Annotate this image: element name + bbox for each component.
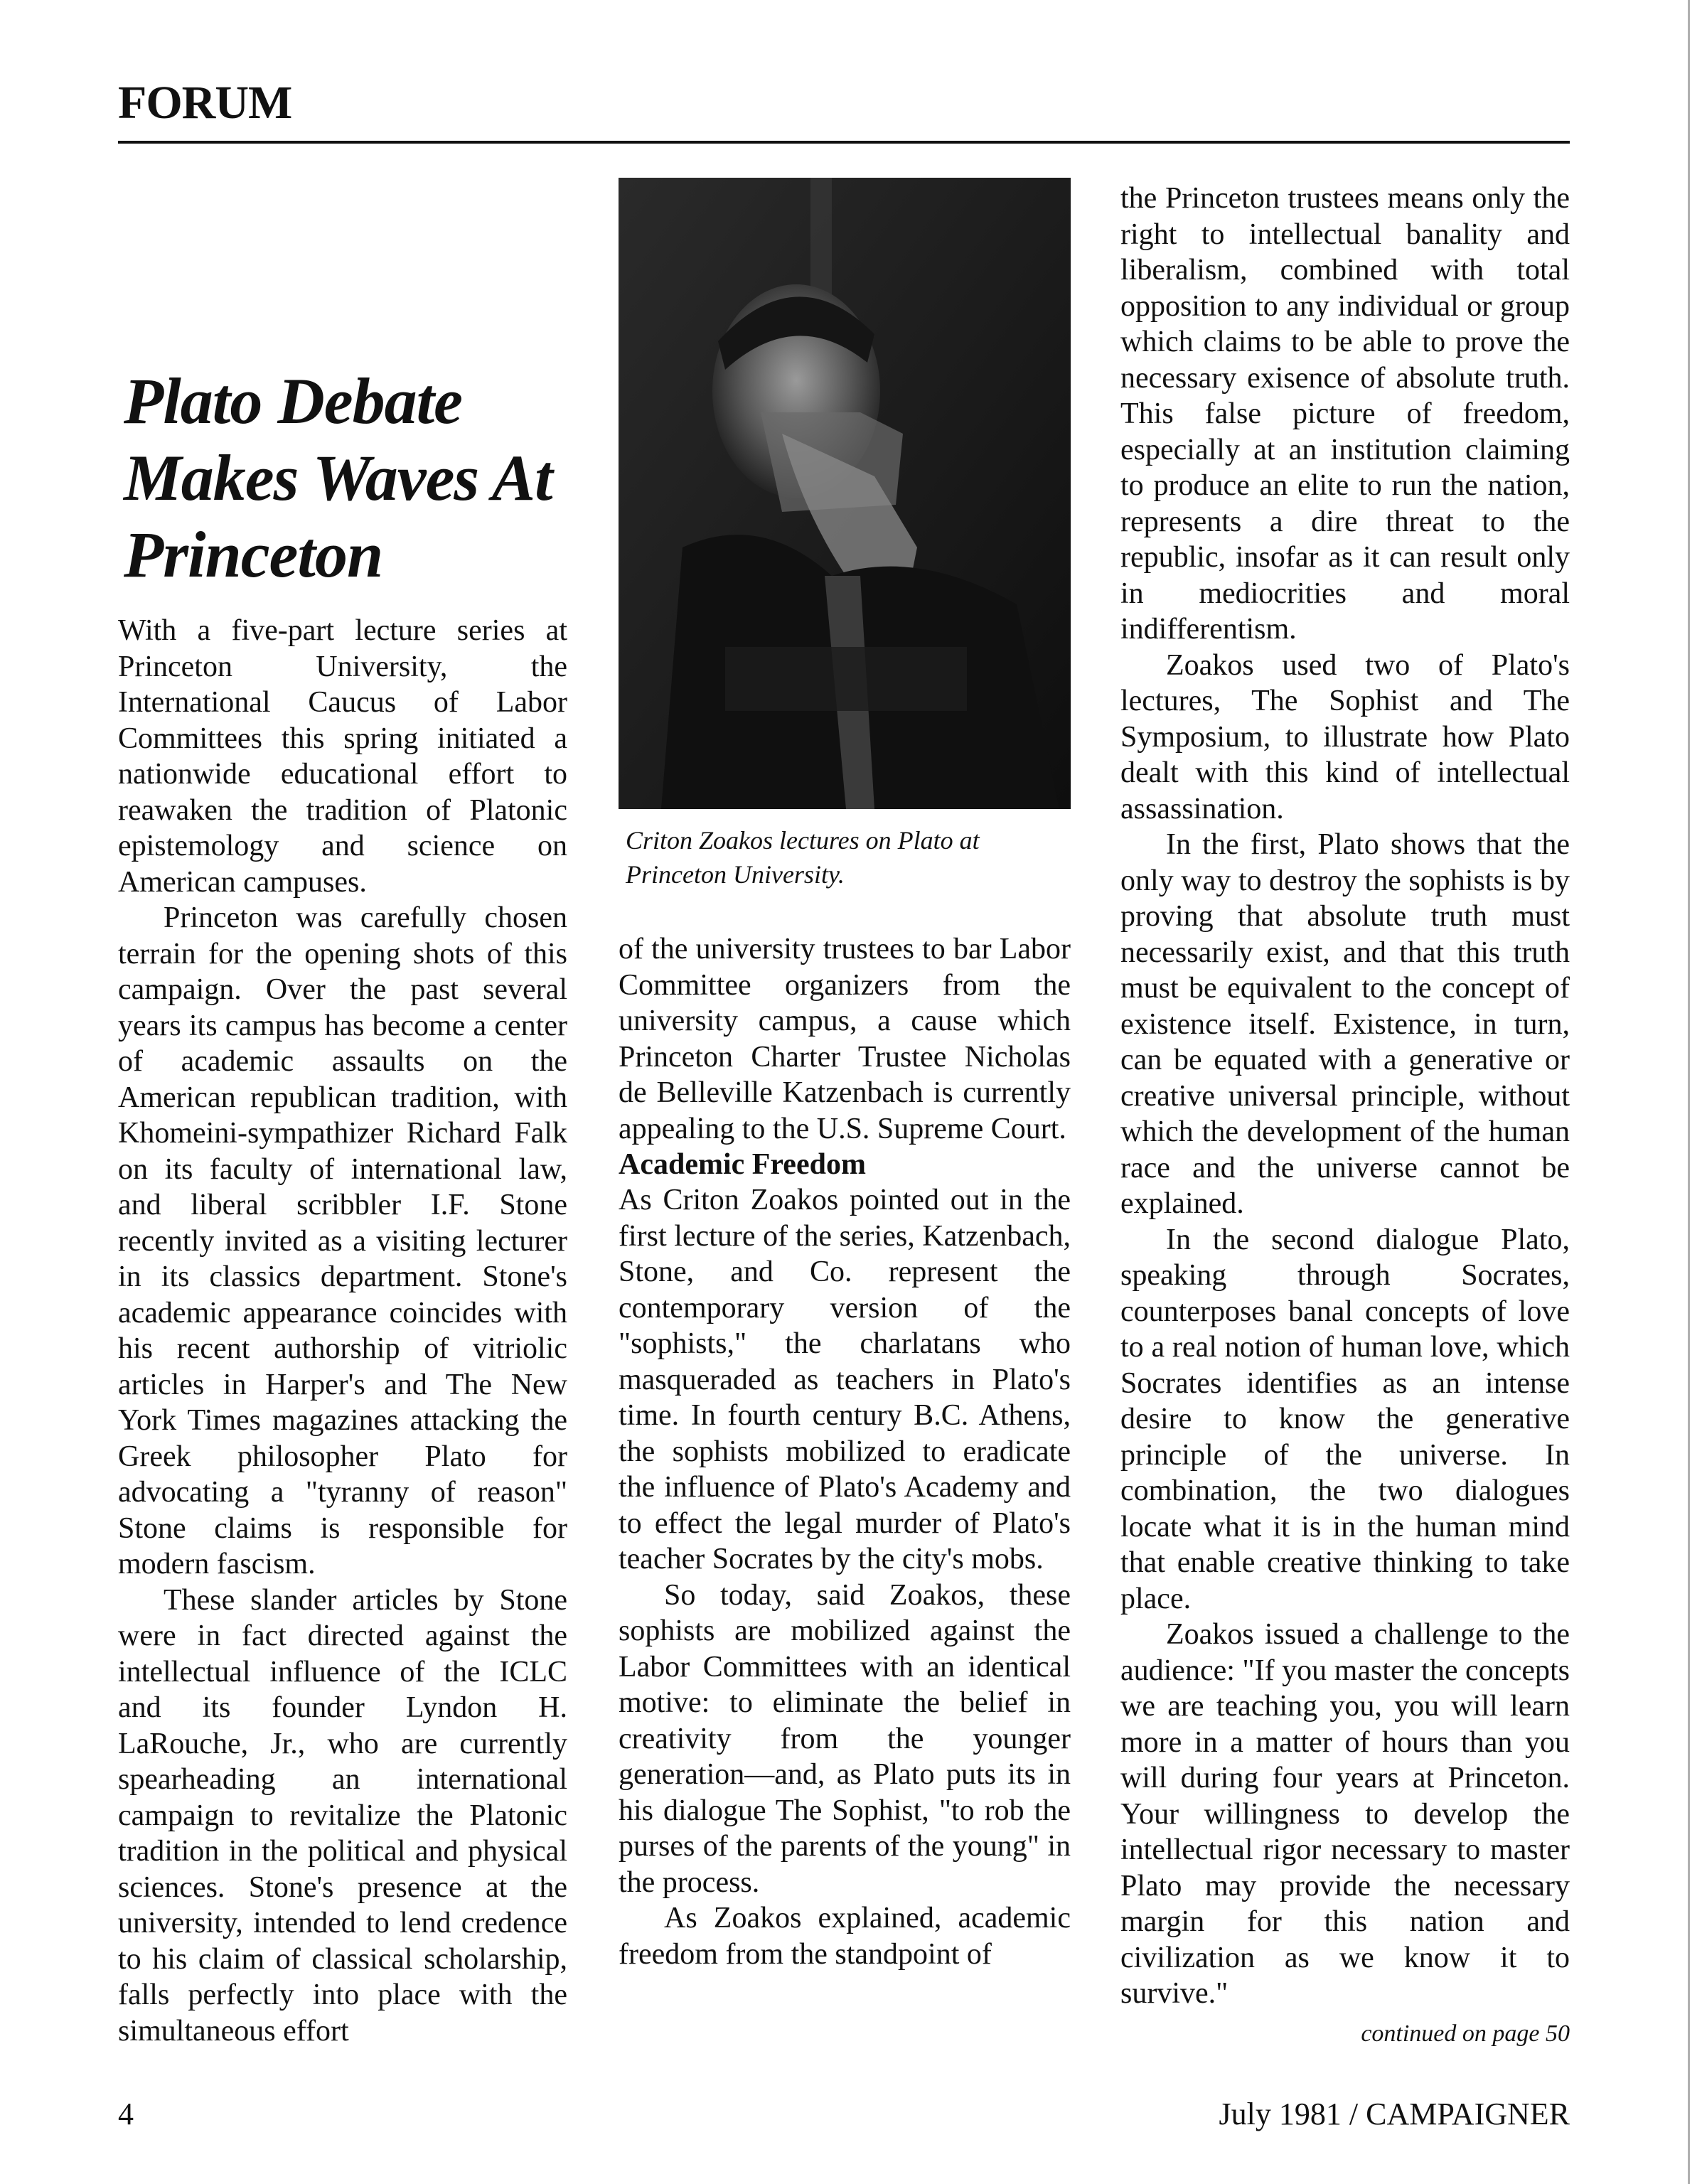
header-rule — [118, 141, 1570, 144]
paragraph: Zoakos issued a challenge to the audience: "If you master the concepts we are teaching you, you will learn more in a matter of hours than you will during four years at Princeton. Your willingness to develop the intellectual rigor necessary to master Plato may provide the necessary margin for this nation and civilization as we know it to survive." — [1120, 1618, 1570, 2010]
photo-lecturer-image — [619, 178, 1071, 809]
issue-label: July 1981 / CAMPAIGNER — [1219, 2097, 1570, 2131]
paragraph: In the first, Plato shows that the only way to destroy the sophists is by proving that absolute truth must necessarily exist, and that this truth must be equivalent to the concept of existence itself. Existence, in turn, can be equated with a generative or creative universal principle, without which the development of the human race and the universe cannot be explained. — [1120, 828, 1570, 1220]
page-number: 4 — [118, 2097, 134, 2131]
subhead: Academic Freedom — [619, 1148, 866, 1181]
paragraph: the Princeton trustees means only the right to intellectual banality and liberalism, combined with total opposition to any individual or group which claims to be able to prove the necessary exisence of absolute truth. This false picture of freedom, especially at an institution claiming to produce an elite to run the nation, represents a dire threat to the republic, insofar as it can result only in mediocrities and moral indifferentism. — [1120, 182, 1570, 646]
paragraph: Princeton was carefully chosen terrain for the opening shots of this campaign. Over the past several years its campus has become a center of academic assaults on the American republican tradition, with Khomeini-sympathizer Richard Falk on its faculty of international law, and liberal scribbler I.F. Stone recently invited as a visiting lecturer in its classics department. Stone's academic appearance coincides with his recent authorship of vitriolic articles in Harper's and The New York Times magazines attacking the Greek philosopher Plato for advocating a "tyranny of reason" Stone claims is responsible for modern fascism. — [118, 901, 567, 1580]
photo-caption: Criton Zoakos lectures on Plato at Princeton University. — [626, 826, 980, 889]
continued-note: continued on page 50 — [1361, 2020, 1570, 2047]
paragraph: In the second dialogue Plato, speaking through Socrates, counterposes banal concepts of love to a real notion of human love, which Socrates identifies as an intense desire to know the generative principle of the universe. In combination, the two dialogues locate what it is in the human mind that enable creative thinking to take place. — [1120, 1223, 1570, 1615]
paragraph: As Zoakos explained, academic freedom from the standpoint of — [619, 1902, 1071, 1971]
paragraph: With a five-part lecture series at Princeton University, the International Caucus of Labor Committees this spring initiated a nationwide educational effort to reawaken the tradition of Platonic epistemology and science on American campuses. — [118, 614, 567, 899]
article-photo — [619, 178, 1071, 809]
paragraph: So today, said Zoakos, these sophists are mobilized against the Labor Committees with an identical motive: to eliminate the belief in creativity from the younger generation—and, as Plato puts its in his dialogue The Sophist, "to rob the purses of the parents of the young" in the process. — [619, 1578, 1071, 1899]
column-3 — [1120, 181, 1570, 2052]
paragraph: These slander articles by Stone were in fact directed against the intellectual influence of the ICLC and its founder Lyndon H. LaRouche, Jr., who are currently spearheading an international campaign to revitalize the Platonic tradition in the political and physical sciences. Stone's presence at the university, intended to lend credence to his claim of classical scholarship, falls perfectly into place with the simultaneous effort — [118, 1583, 567, 2048]
column-1 — [118, 613, 567, 2049]
scan-edge-line — [1688, 0, 1690, 2184]
paragraph: Zoakos used two of Plato's lectures, The Sophist and The Symposium, to illustrate how Plato dealt with this kind of intellectual assassination. — [1120, 648, 1570, 825]
article-headline: Plato Debate Makes Waves At Princeton — [124, 365, 552, 591]
paragraph: of the university trustees to bar Labor Committee organizers from the university campus, a cause which Princeton Charter Trustee Nicholas de Belleville Katzenbach is currently appealing to the U.S. Supreme Court. — [619, 933, 1071, 1145]
paragraph: As Criton Zoakos pointed out in the first lecture of the series, Katzenbach, Stone, and Co. represent the contemporary version of the "sophists," the charlatans who masqueraded as teachers in Plato's time. In fourth century B.C. Athens, the sophists mobilized to eradicate the influence of Plato's Academy and to effect the legal murder of Plato's teacher Socrates by the city's mobs. — [619, 1184, 1071, 1575]
column-2 — [619, 931, 1071, 1972]
section-label: FORUM — [118, 77, 292, 129]
